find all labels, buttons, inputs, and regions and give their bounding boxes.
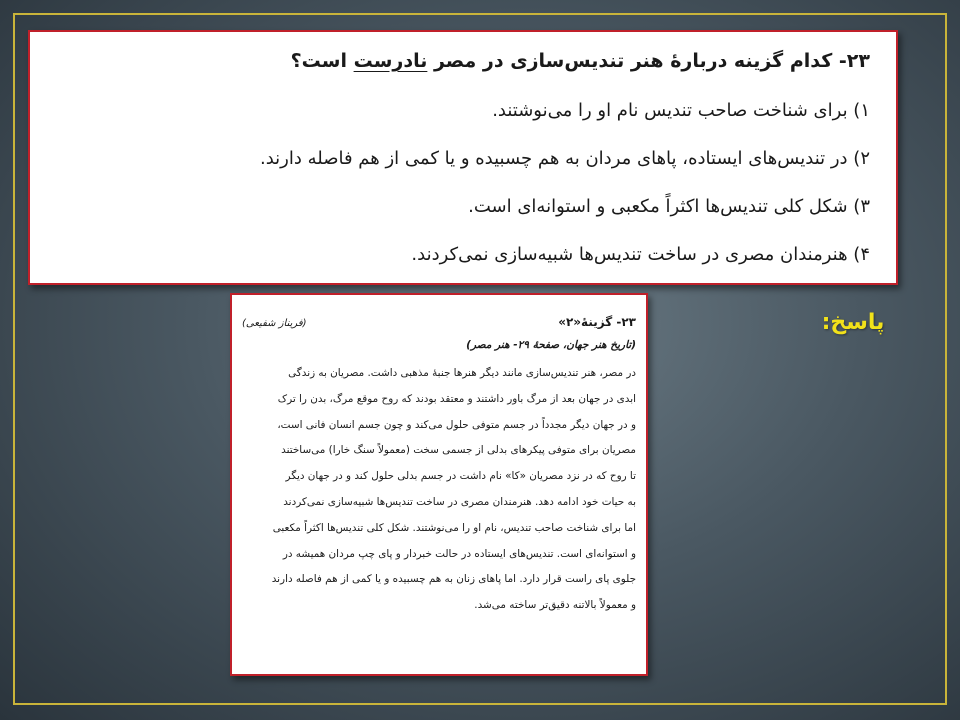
question-card (28, 30, 898, 285)
answer-source: (تاریخ هنر جهان، صفحهٔ ۲۹- هنر مصر) (466, 339, 636, 351)
answer-line: و استوانه‌ای است. تندیس‌های ایستاده در حالت خبردار و پای چپ مردان همیشه در (282, 547, 636, 560)
answer-card (230, 293, 648, 676)
answer-label: پاسخ: (821, 310, 885, 335)
question-title-start: ۲۳- کدام گزینه دربارهٔ هنر تندیس‌سازی در مصر (427, 50, 870, 72)
answer-line: اما برای شناخت صاحب تندیس، نام او را می‌نوشتند. شکل کلی تندیس‌ها اکثراً مکعبی (272, 521, 636, 534)
option-1: ۱) برای شناخت صاحب تندیس نام او را می‌نوشتند. (492, 100, 870, 121)
option-3: ۳) شکل کلی تندیس‌ها اکثراً مکعبی و استوانه‌ای است. (468, 196, 870, 217)
answer-line: در مصر، هنر تندیس‌سازی مانند دیگر هنرها جنبهٔ مذهبی داشت. مصریان به زندگی (288, 367, 636, 379)
option-2: ۲) در تندیس‌های ایستاده، پاهای مردان به هم چسبیده و یا کمی از هم فاصله دارند. (259, 148, 870, 169)
question-title (50, 46, 870, 76)
answer-title: ۲۳- گزینهٔ«۲» (558, 315, 636, 329)
answer-header (242, 315, 636, 329)
answer-line: تا روح که در نزد مصریان «کا» نام داشت در جسم بدلی حلول کند و در جهان دیگر (285, 470, 636, 483)
answer-line: به حیات خود ادامه دهد. هنرمندان مصری در ساخت تندیس‌ها شبیه‌سازی نمی‌کردند (283, 495, 636, 508)
option-4: ۴) هنرمندان مصری در ساخت تندیس‌ها شبیه‌سازی نمی‌کردند. (411, 244, 870, 265)
answer-line: جلوی پای راست قرار دارد. اما پاهای زنان به هم چسبیده و یا کمی از هم فاصله دارند (271, 573, 636, 586)
answer-line: ابدی در جهان بعد از مرگ باور داشتند و معتقد بودند که روح موقع مرگ، بدن را ترک (277, 392, 636, 405)
answer-line: مصریان برای متوفی پیکرهای بدلی از جسمی سخت (معمولاً سنگ خارا) می‌ساختند (281, 444, 636, 457)
question-title-underlined: نادرست (353, 50, 428, 72)
answer-author: (فریناز شفیعی) (242, 318, 307, 329)
answer-line: و معمولاً بالاتنه دقیق‌تر ساخته می‌شد. (474, 599, 636, 612)
answer-line: و در جهان دیگر مجدداً در جسم متوفی حلول می‌کند و چون جسم انسان فانی است، (277, 418, 636, 431)
question-title-end: است؟ (290, 50, 354, 72)
answer-body (242, 361, 636, 619)
